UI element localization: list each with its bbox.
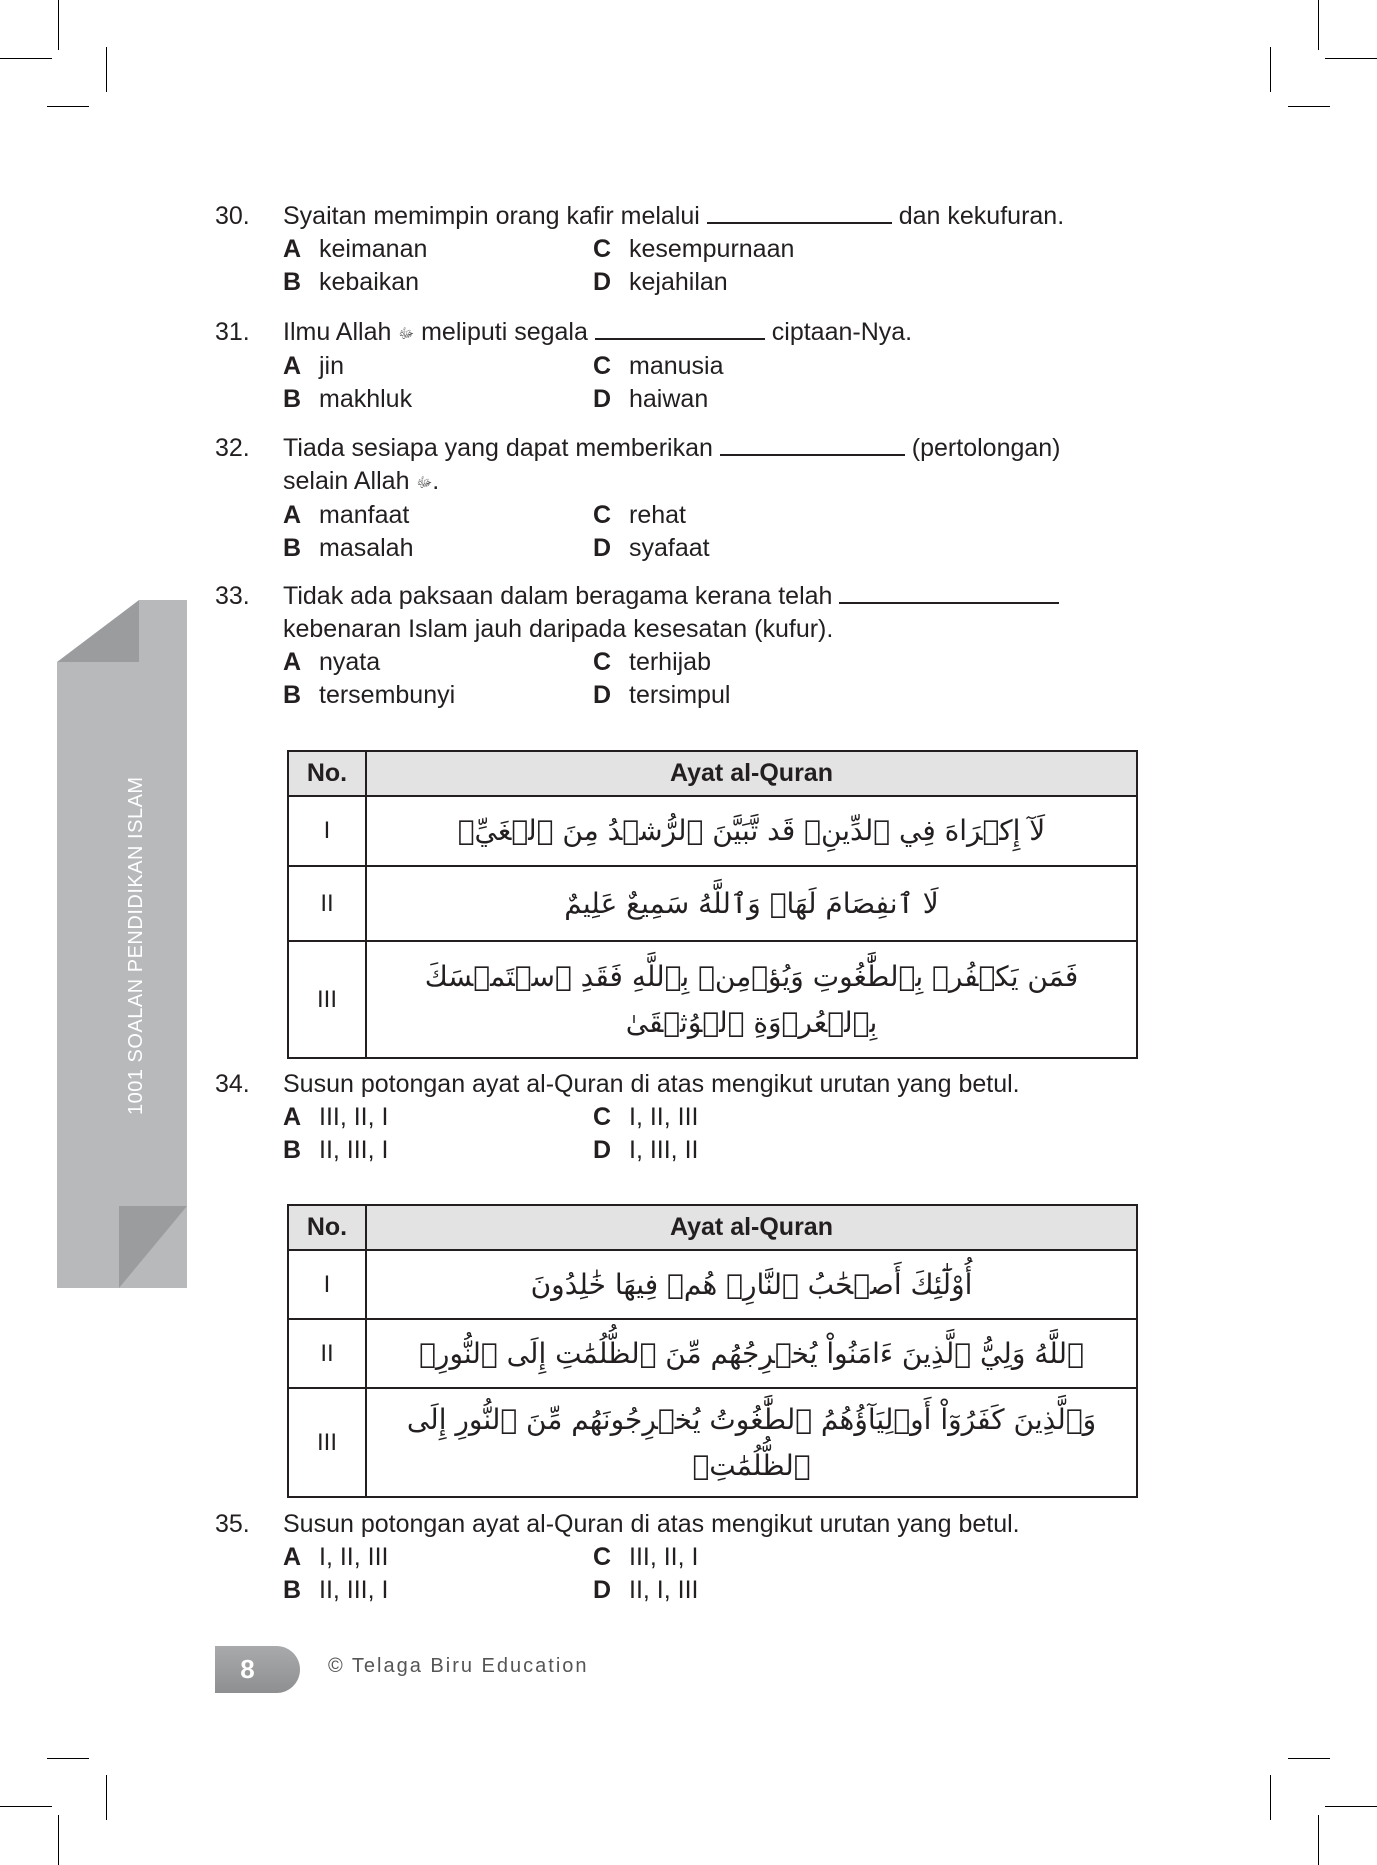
option-a[interactable]: A manfaat [283,501,410,529]
crop-mark [58,1815,59,1865]
ayat-table-2 [287,1204,1138,1498]
table-row [288,796,1137,866]
ayat-text: أُوْلَٰٓئِكَ أَصۡحَٰبُ ٱلنَّارِۖ هُمۡ فِيهَا خَٰلِدُونَ [366,1250,1137,1319]
crop-mark [58,0,59,50]
header-ayat: Ayat al-Quran [366,1205,1137,1250]
option-b[interactable]: B makhluk [283,385,413,413]
option-b[interactable]: B masalah [283,534,414,562]
table-header-row [288,1205,1137,1250]
options [283,350,1145,416]
honorific-icon: ﷻ [416,474,433,490]
option-a[interactable]: A nyata [283,648,381,676]
table-row [288,1319,1137,1388]
option-c[interactable]: C kesempurnaan [593,235,795,263]
crop-mark [106,47,107,92]
question-stem: Susun potongan ayat al-Quran di atas mengikut urutan yang betul. [283,1510,1020,1538]
ayat-text: لَا ٱنفِصَامَ لَهَاۗ وَٱللَّهُ سَمِيعٌ عَلِيمٌ [366,866,1137,941]
crop-mark [1288,1758,1330,1759]
crop-mark [1270,47,1271,92]
option-b[interactable]: B II, III, I [283,1136,389,1164]
row-number: II [288,866,366,941]
answer-blank [839,584,1059,604]
option-a[interactable]: A keimanan [283,235,428,263]
question-stem: Ilmu Allah ﷻ meliputi segala ciptaan-Nya. [283,318,913,346]
option-c[interactable]: C I, II, III [593,1103,699,1131]
crop-mark [1288,106,1330,107]
crop-mark [47,106,89,107]
option-b[interactable]: B II, III, I [283,1576,389,1604]
options [283,1101,1145,1167]
question-stem: Susun potongan ayat al-Quran di atas mengikut urutan yang betul. [283,1070,1020,1098]
ayat-text: فَمَن يَكۡفُرۡ بِٱلطَّٰغُوتِ وَيُؤۡمِنۢ بِٱللَّهِ فَقَدِ ٱسۡتَمۡسَكَ بِٱلۡعُرۡوَةِ ٱلۡوُثۡقَىٰ [366,941,1137,1058]
option-d[interactable]: D II, I, III [593,1576,699,1604]
question-32 [215,432,1145,565]
option-c[interactable]: C rehat [593,501,686,529]
option-a[interactable]: A III, II, I [283,1103,389,1131]
question-33 [215,580,1145,712]
question-31 [215,316,1145,416]
table-header-row [288,751,1137,796]
answer-blank [707,204,892,224]
crop-mark [1318,1815,1319,1865]
question-30 [215,200,1145,299]
options [283,499,1145,565]
question-stem: Tiada sesiapa yang dapat memberikan (pertolongan) selain Allah ﷻ. [283,434,1061,495]
question-number: 34. [215,1070,250,1098]
answer-blank [595,320,765,340]
banner-body [57,662,187,1288]
banner-title: 1001 SOALAN PENDIDIKAN ISLAM [125,776,147,1115]
question-stem: Tidak ada paksaan dalam beragama kerana telah kebenaran Islam jauh daripada kesesatan (kufur). [283,580,1145,646]
option-b[interactable]: B tersembunyi [283,681,456,709]
row-number: I [288,796,366,866]
question-number: 33. [215,582,250,610]
option-a[interactable]: A I, II, III [283,1543,389,1571]
table-row [288,866,1137,941]
question-number: 31. [215,318,250,346]
option-d[interactable]: D haiwan [593,385,709,413]
header-no: No. [288,751,366,796]
ayat-table-1 [287,750,1138,1059]
ayat-text: وَٱلَّذِينَ كَفَرُوٓاْ أَوۡلِيَآؤُهُمُ ٱلطَّٰغُوتُ يُخۡرِجُونَهُم مِّنَ ٱلنُّورِ إِلَى ٱلظُّلُمَٰتِۗ [366,1388,1137,1497]
answer-blank [720,436,905,456]
option-d[interactable]: D syafaat [593,534,710,562]
question-34 [215,1068,1145,1167]
crop-mark [0,1806,52,1807]
side-banner [57,600,187,1288]
options [283,1541,1145,1607]
row-number: III [288,941,366,1058]
crop-mark [0,58,52,59]
banner-top-strip [139,600,187,662]
option-c[interactable]: C terhijab [593,648,711,676]
option-d[interactable]: D tersimpul [593,681,731,709]
row-number: III [288,1388,366,1497]
option-d[interactable]: D kejahilan [593,268,728,296]
ayat-text: ٱللَّهُ وَلِيُّ ٱلَّذِينَ ءَامَنُواْ يُخۡرِجُهُم مِّنَ ٱلظُّلُمَٰتِ إِلَى ٱلنُّورِۖ [366,1319,1137,1388]
crop-mark [106,1775,107,1820]
copyright: © Telaga Biru Education [328,1655,589,1677]
row-number: II [288,1319,366,1388]
option-a[interactable]: A jin [283,352,345,380]
header-ayat: Ayat al-Quran [366,751,1137,796]
options [283,646,1145,712]
question-35 [215,1508,1145,1607]
header-no: No. [288,1205,366,1250]
crop-mark [1325,1806,1377,1807]
crop-mark [1325,58,1377,59]
crop-mark [47,1758,89,1759]
option-b[interactable]: B kebaikan [283,268,420,296]
table-row [288,941,1137,1058]
table-row [288,1388,1137,1497]
option-d[interactable]: D I, III, II [593,1136,699,1164]
page-number: 8 [215,1646,300,1693]
ayat-text: لَآ إِكۡرَاهَ فِي ٱلدِّينِۖ قَد تَّبَيَّنَ ٱلرُّشۡدُ مِنَ ٱلۡغَيِّۚ [366,796,1137,866]
question-number: 30. [215,202,250,230]
crop-mark [1318,0,1319,50]
options [283,233,1145,299]
question-number: 32. [215,434,250,462]
option-c[interactable]: C manusia [593,352,724,380]
option-c[interactable]: C III, II, I [593,1543,699,1571]
table-row [288,1250,1137,1319]
honorific-icon: ﷻ [398,325,415,341]
banner-fold-top [57,600,139,662]
crop-mark [1270,1775,1271,1820]
question-stem: Syaitan memimpin orang kafir melalui dan kekufuran. [283,202,1065,230]
question-number: 35. [215,1510,250,1538]
row-number: I [288,1250,366,1319]
